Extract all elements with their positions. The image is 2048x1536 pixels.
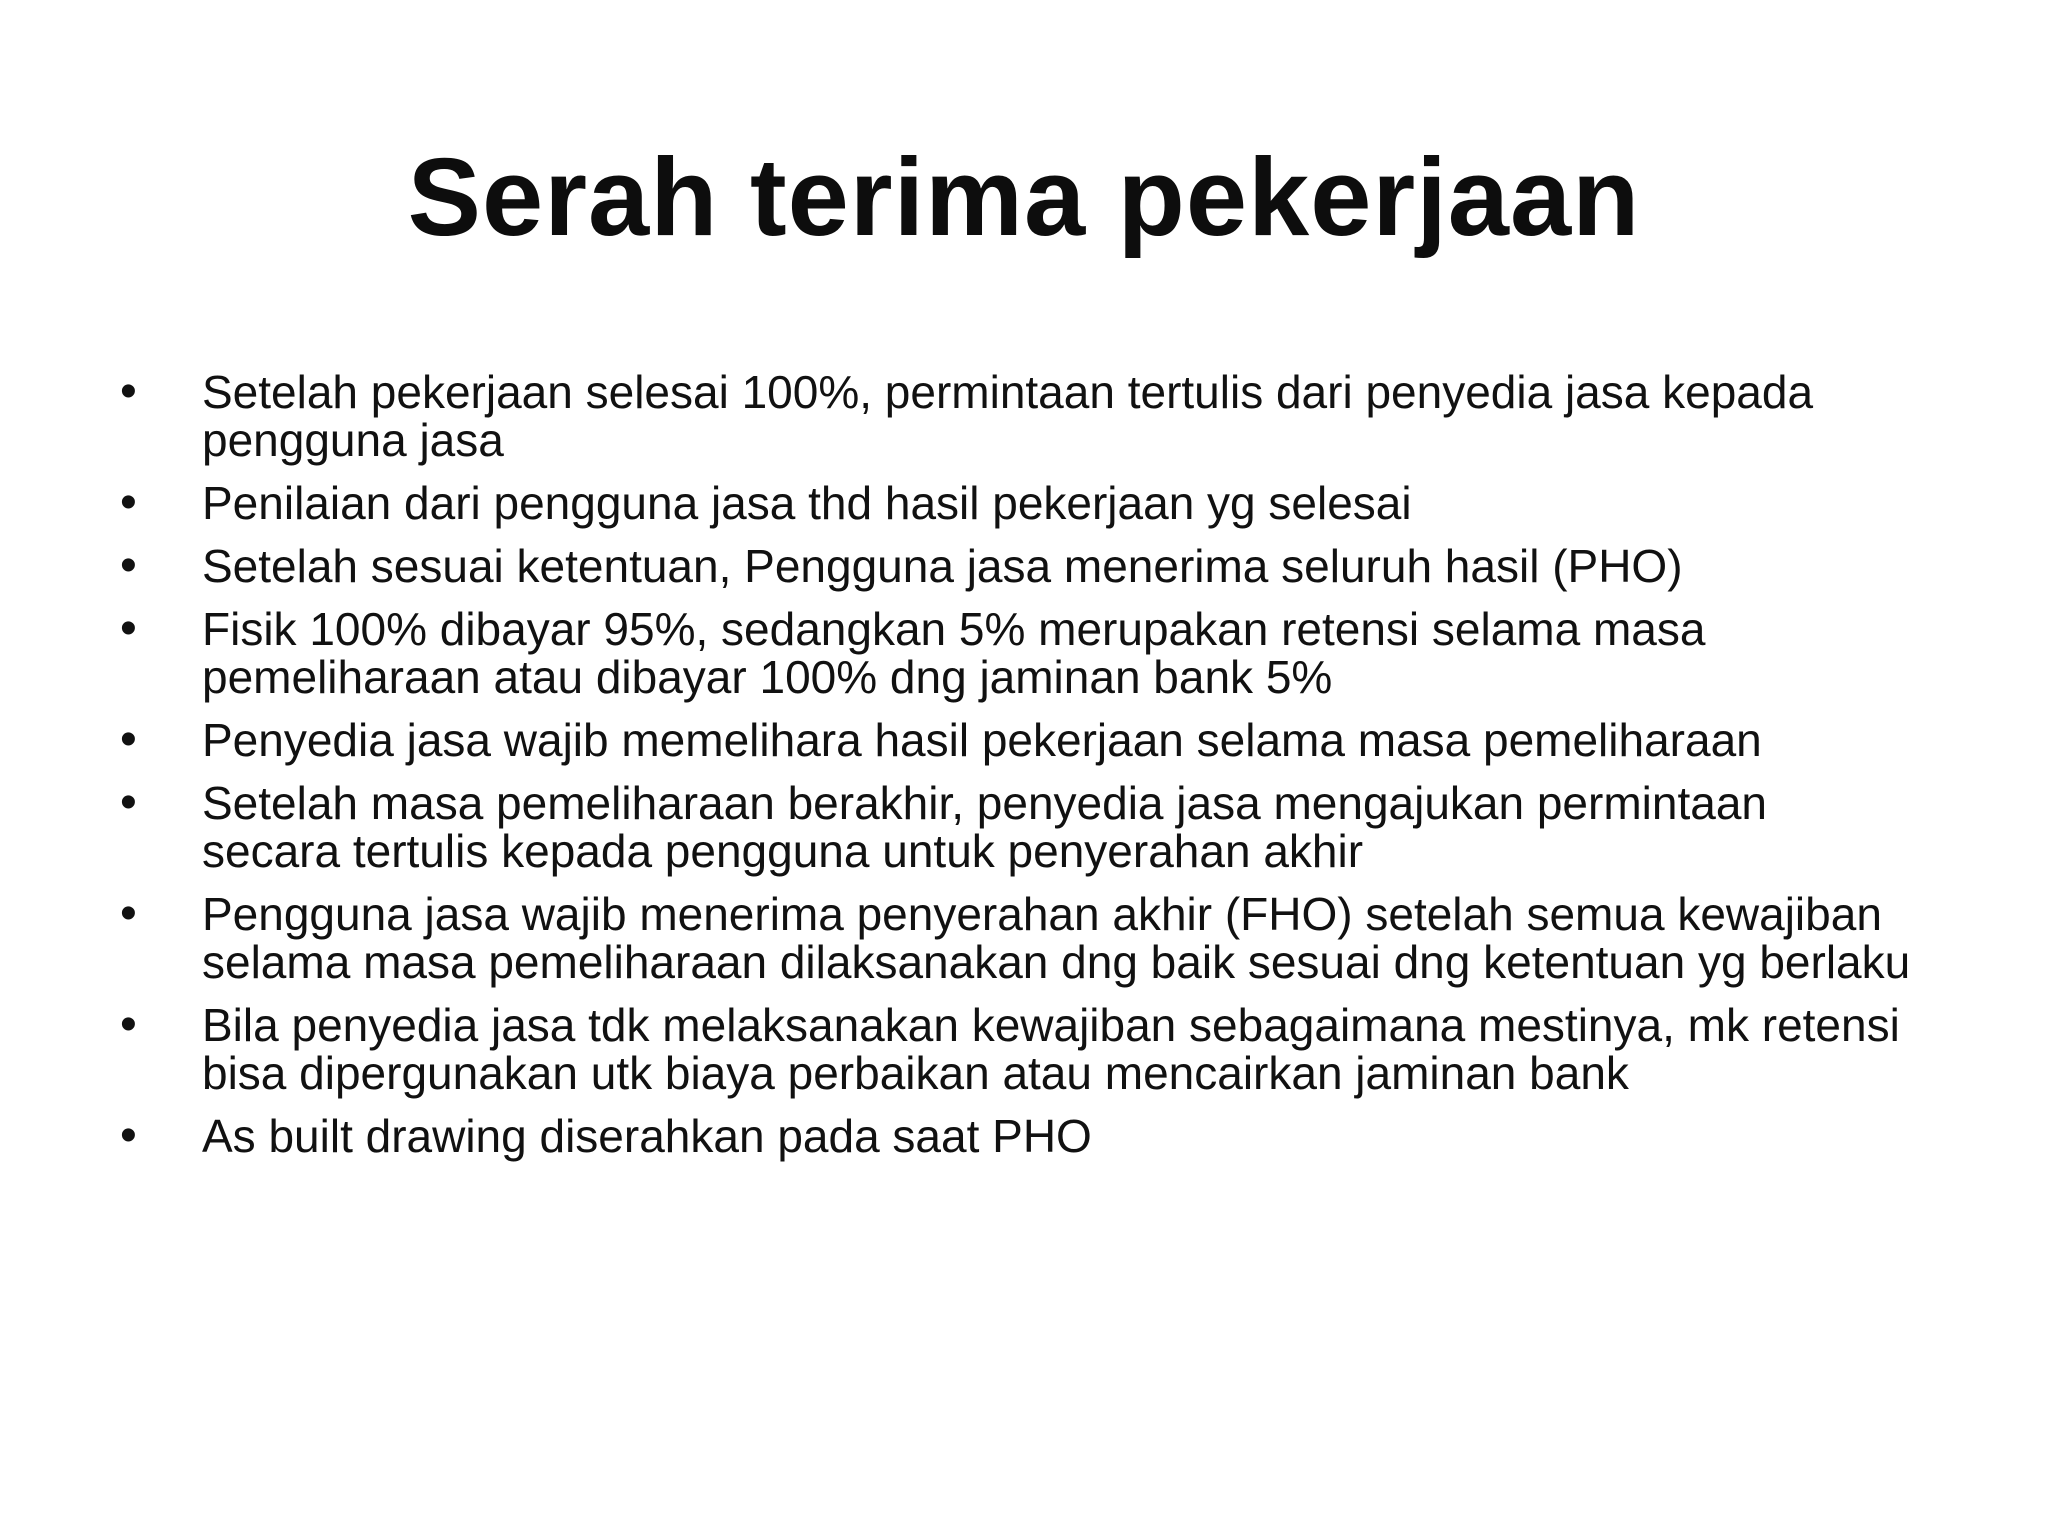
list-item xyxy=(120,476,2000,529)
bullet-icon: • xyxy=(120,365,137,418)
bullet-icon: • xyxy=(120,998,137,1051)
bullet-icon: • xyxy=(120,887,137,940)
bullet-text: Pengguna jasa wajib menerima penyerahan akhir (FHO) setelah semua kewajiban selama masa pemeliharaan dilaksanakan dng baik sesuai dng ketentuan yg berlaku xyxy=(202,888,1911,988)
bullet-text: Setelah sesuai ketentuan, Pengguna jasa menerima seluruh hasil (PHO) xyxy=(202,540,1683,592)
bullet-icon: • xyxy=(120,776,137,829)
list-item xyxy=(120,998,2000,1099)
list-item xyxy=(120,887,2000,988)
bullet-icon: • xyxy=(120,539,137,592)
bullet-text: Setelah masa pemeliharaan berakhir, penyedia jasa mengajukan permintaan secara tertulis kepada pengguna untuk penyerahan akhir xyxy=(202,777,1767,877)
bullet-text: Penyedia jasa wajib memelihara hasil pekerjaan selama masa pemeliharaan xyxy=(202,714,1762,766)
bullet-icon: • xyxy=(120,602,137,655)
slide-title: Serah terima pekerjaan xyxy=(407,136,1641,259)
list-item xyxy=(120,365,2000,466)
list-item xyxy=(120,713,2000,766)
list-item xyxy=(120,539,2000,592)
bullet-text: As built drawing diserahkan pada saat PHO xyxy=(202,1110,1092,1162)
list-item xyxy=(120,776,2000,877)
bullet-list xyxy=(120,365,2000,1175)
bullet-icon: • xyxy=(120,713,137,766)
bullet-icon: • xyxy=(120,1109,137,1162)
bullet-text: Fisik 100% dibayar 95%, sedangkan 5% merupakan retensi selama masa pemeliharaan atau dibayar 100% dng jaminan bank 5% xyxy=(202,603,1706,703)
list-item xyxy=(120,602,2000,703)
bullet-text: Setelah pekerjaan selesai 100%, permintaan tertulis dari penyedia jasa kepada pengguna jasa xyxy=(202,366,1814,466)
bullet-text: Bila penyedia jasa tdk melaksanakan kewajiban sebagaimana mestinya, mk retensi bisa dipergunakan utk biaya perbaikan atau mencairkan jaminan bank xyxy=(202,999,1900,1099)
list-item xyxy=(120,1109,2000,1162)
bullet-icon: • xyxy=(120,476,137,529)
bullet-text: Penilaian dari pengguna jasa thd hasil pekerjaan yg selesai xyxy=(202,477,1412,529)
